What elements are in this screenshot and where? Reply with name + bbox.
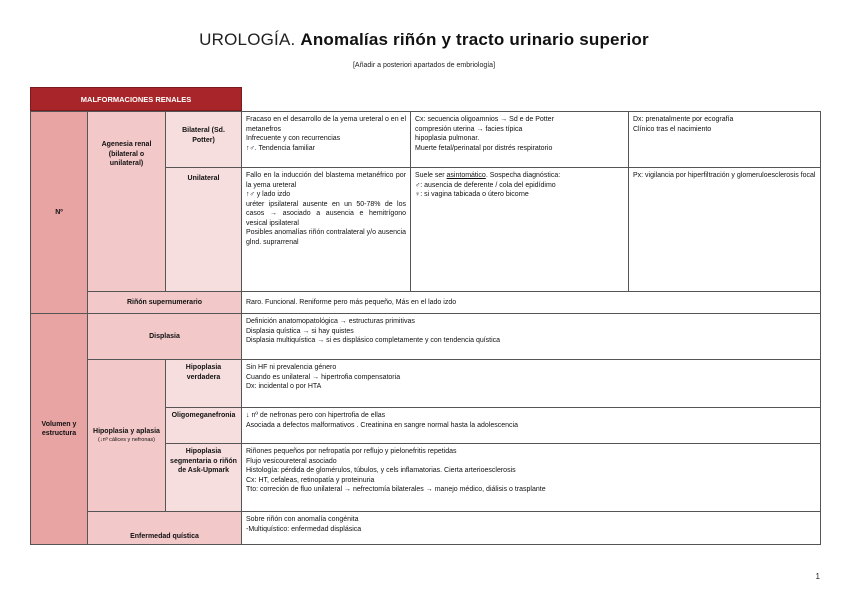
text-line: ↑♂ y lado izdo	[246, 191, 291, 198]
oligo-desc	[242, 408, 821, 444]
bilateral-label: Bilateral (Sd. Potter)	[166, 112, 242, 168]
cx-underlined: asintomático	[446, 172, 486, 179]
text-line: ↑♂. Tendencia familiar	[246, 144, 315, 152]
table-row	[31, 292, 821, 314]
text-line: Asociada a defectos malformativos . Creatinina en sangre normal hasta la adolescencia	[246, 421, 518, 429]
text-line: Displasia multiquística → si es displásico completamente y con tendencia quística	[246, 337, 501, 344]
title-main: Anomalías riñón y tracto urinario superior	[300, 30, 649, 49]
hipoplasia-label	[88, 360, 166, 512]
verdadera-label: Hipoplasia verdadera	[166, 360, 242, 408]
section-header: MALFORMACIONES RENALES	[30, 87, 242, 111]
text-line: Posibles anomalías riñón contralateral y/o ausencia glnd. suprarrenal	[246, 229, 406, 246]
text-line: Sin HF ni prevalencia género	[246, 364, 337, 371]
unilateral-desc	[242, 168, 411, 292]
text-line: Histología: pérdida de glomérulos, túbulos, y cels inflamatorias. Cierta arterioesclerosis	[246, 467, 516, 474]
malformations-table	[30, 111, 821, 545]
text-line: Sobre riñón con anomalía congénita	[246, 516, 359, 523]
text-line: Definición anatomopatológica → estructuras primitivas	[246, 318, 415, 325]
quistica-label: Enfermedad quística	[88, 512, 242, 545]
table-row	[31, 112, 821, 168]
unilateral-label: Unilateral	[166, 168, 242, 292]
table-row	[31, 360, 821, 408]
text-line: Cx: HT, cefaleas, retinopatía y proteinuria	[246, 476, 375, 484]
title-prefix: UROLOGÍA.	[199, 30, 296, 49]
text-line: Clínico tras el nacimiento	[633, 125, 712, 133]
agenesia-label: Agenesia renal (bilateral o unilateral)	[88, 112, 166, 292]
group-no: Nº	[31, 112, 88, 314]
verdadera-desc	[242, 360, 821, 408]
table-row	[31, 512, 821, 545]
table-row	[31, 314, 821, 360]
text-line	[415, 171, 624, 181]
unilateral-cx	[411, 168, 629, 292]
segmentaria-label: Hipoplasia segmentaria o riñón de Ask-Upmark	[166, 444, 242, 512]
page-subtitle: [Añadir a posteriori apartados de embriología]	[352, 62, 496, 69]
text-line: ♂: ausencia de deferente / cola del epidídimo	[415, 181, 556, 189]
text-line: Cx: secuencia oligoamnios → Sd e de Potter	[415, 116, 554, 123]
text-line: Fracaso en el desarrollo de la yema ureteral o en el metanefros	[246, 116, 406, 133]
supernumerario-desc: Raro. Funcional. Reniforme pero más pequeño, Más en el lado izdo	[242, 292, 821, 314]
cx-suffix: . Sospecha diagnóstica:	[485, 172, 561, 179]
quistica-desc	[242, 512, 821, 545]
displasia-desc	[242, 314, 821, 360]
hipoplasia-note: (↓nº cálices y nefronas)	[97, 436, 156, 443]
text-line: Fallo en la inducción del blastema metanéfrico por la yema ureteral	[246, 172, 406, 189]
text-line: uréter ipsilateral ausente en un 50-78% de los casos → asociado a ausencia e hemitrígono vesical ipsilateral	[246, 200, 406, 227]
page-title	[0, 30, 848, 50]
text-line: Muerte fetal/perinatal por distrés respiratorio	[415, 144, 553, 152]
text-line: ↓ nº de nefronas pero con hipertrofia de ellas	[246, 412, 386, 419]
page-number: 1	[815, 572, 820, 581]
cx-prefix: Suele ser	[415, 172, 445, 179]
text-line: Tto: correción de fluo unilateral → nefrectomía bilaterales → manejo médico, diálisis o trasplante	[246, 486, 546, 493]
text-line: Dx: prenatalmente por ecografía	[633, 116, 734, 123]
group-volumen: Volumen y estructura	[31, 314, 88, 545]
bilateral-desc	[242, 112, 411, 168]
displasia-label: Displasia	[88, 314, 242, 360]
text-line: Flujo vesicoureteral asociado	[246, 457, 337, 465]
text-line: hipoplasia pulmonar.	[415, 135, 480, 142]
oligo-label: Oligomeganefronia	[166, 408, 242, 444]
text-line: -Multiquístico: enfermedad displásica	[246, 525, 362, 533]
unilateral-px: Px: vigilancia por hiperfiltración y glomeruloesclerosis focal	[629, 168, 821, 292]
bilateral-cx	[411, 112, 629, 168]
bilateral-dx	[629, 112, 821, 168]
hipoplasia-title: Hipoplasia y aplasia	[93, 428, 160, 436]
text-line: compresión uterina → facies típica	[415, 125, 523, 133]
text-line: Cuando es unilateral → hipertrofia compensatoria	[246, 373, 401, 381]
text-line: Riñones pequeños por nefropatía por reflujo y pielonefritis repetidas	[246, 448, 457, 455]
segmentaria-desc	[242, 444, 821, 512]
text-line: ♀: si vagina tabicada o útero bicorne	[415, 191, 529, 198]
text-line: Infrecuente y con recurrencias	[246, 135, 341, 142]
text-line: Displasia quística → si hay quistes	[246, 327, 354, 335]
supernumerario-label: Riñón supernumerario	[88, 292, 242, 314]
text-line: Dx: incidental o por HTA	[246, 383, 322, 390]
